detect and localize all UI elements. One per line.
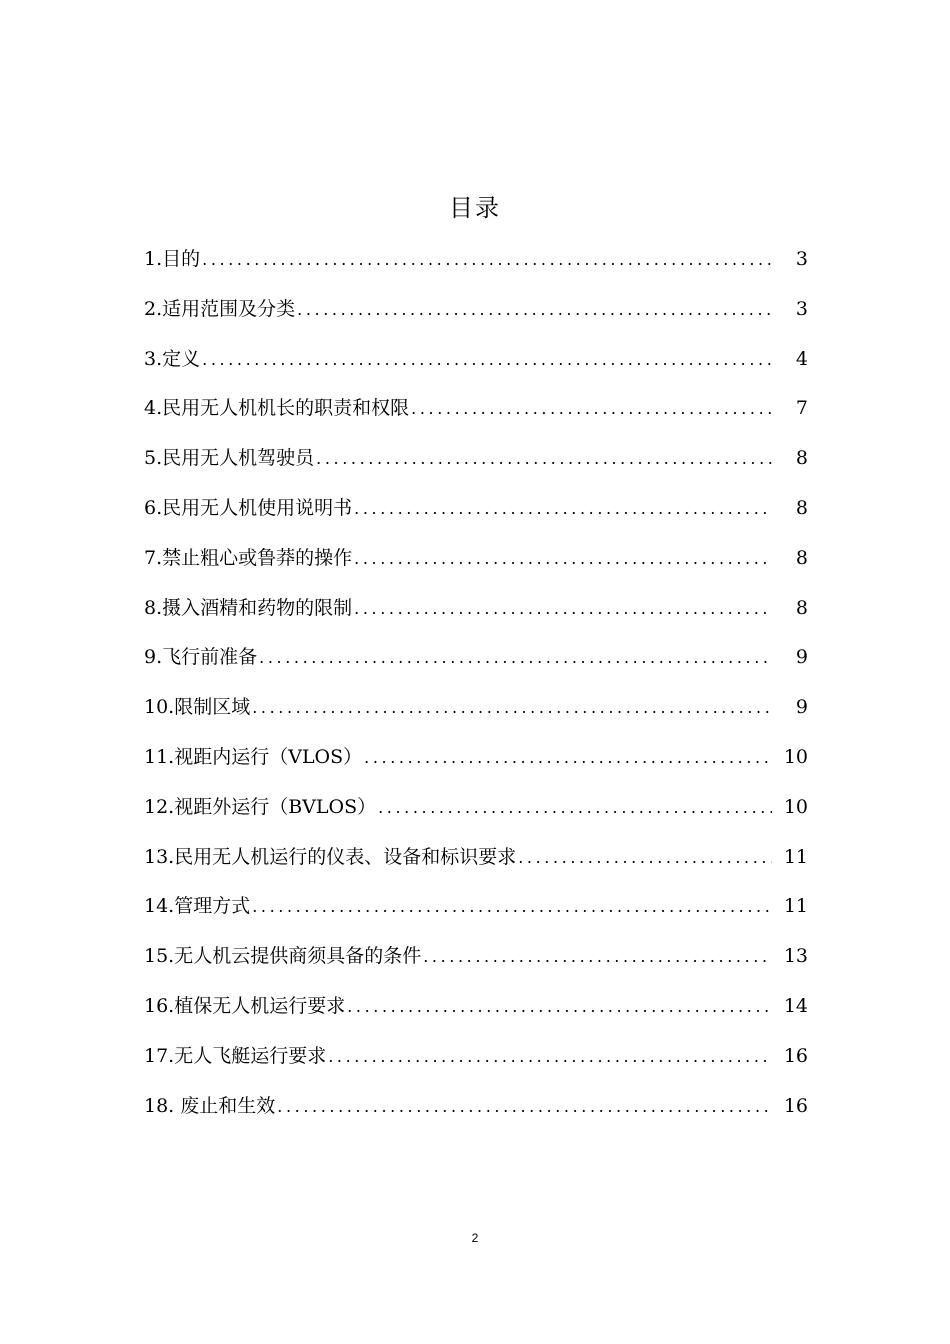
toc-entry-1[interactable] [144,243,808,293]
toc-dot-leader [328,1041,772,1073]
toc-dot-leader [316,443,772,475]
toc-entry-page: 8 [795,496,808,519]
toc-dot-leader [202,344,772,376]
toc-dot-leader [354,593,772,625]
toc-entry-label: 3.定义 [144,347,201,370]
toc-dot-leader [354,543,772,575]
table-of-contents [144,243,808,1139]
toc-entry-page: 11 [783,845,808,868]
toc-entry-page: 8 [795,546,808,569]
toc-entry-page: 7 [795,397,808,420]
toc-entry-16[interactable] [144,990,808,1040]
toc-entry-label: 9.飞行前准备 [144,646,258,669]
toc-entry-label: 18. 废止和生效 [144,1094,276,1117]
toc-entry-label: 10.限制区域 [144,696,251,719]
toc-dot-leader [347,991,772,1023]
toc-entry-page: 9 [795,696,808,719]
toc-entry-page: 10 [783,745,808,768]
toc-entry-label: 5.民用无人机驾驶员 [144,447,315,470]
toc-entry-12[interactable] [144,791,808,841]
toc-entry-label: 6.民用无人机使用说明书 [144,496,353,519]
toc-dot-leader [277,1091,772,1123]
toc-entry-5[interactable] [144,442,808,492]
toc-entry-2[interactable] [144,293,808,343]
toc-dot-leader [252,891,772,923]
toc-dot-leader [354,493,772,525]
toc-entry-8[interactable] [144,592,808,642]
toc-entry-label: 12.视距外运行（BVLOS） [144,795,377,818]
toc-entry-3[interactable] [144,343,808,393]
footer-page-number: 2 [471,1231,479,1245]
toc-entry-label: 2.适用范围及分类 [144,297,296,320]
toc-entry-label: 15.无人机云提供商须具备的条件 [144,945,422,968]
toc-entry-label: 1.目的 [144,248,201,270]
toc-entry-label: 4.民用无人机机长的职责和权限 [144,397,410,420]
toc-dot-leader [378,792,772,824]
toc-dot-leader [202,244,772,276]
toc-entry-label: 7.禁止粗心或鲁莽的操作 [144,546,353,569]
toc-entry-page: 9 [795,646,808,669]
toc-entry-18[interactable] [144,1090,808,1140]
toc-entry-17[interactable] [144,1040,808,1090]
toc-entry-10[interactable] [144,691,808,741]
toc-entry-label: 17.无人飞艇运行要求 [144,1044,327,1067]
toc-dot-leader [364,742,772,774]
toc-dot-leader [518,842,772,874]
toc-entry-label: 13.民用无人机运行的仪表、设备和标识要求 [144,845,517,868]
toc-entry-4[interactable] [144,392,808,442]
toc-entry-7[interactable] [144,542,808,592]
toc-entry-label: 8.摄入酒精和药物的限制 [144,596,353,619]
toc-entry-14[interactable] [144,890,808,940]
toc-dot-leader [423,941,772,973]
toc-entry-page: 13 [783,945,808,968]
toc-entry-11[interactable] [144,741,808,791]
toc-entry-label: 16.植保无人机运行要求 [144,994,346,1017]
toc-dot-leader [297,294,772,326]
toc-entry-page: 16 [783,1044,808,1067]
toc-entry-page: 11 [783,895,808,918]
toc-entry-15[interactable] [144,940,808,990]
toc-dot-leader [252,692,772,724]
toc-entry-6[interactable] [144,492,808,542]
toc-entry-page: 10 [783,795,808,818]
toc-entry-page: 16 [783,1094,808,1117]
toc-entry-page: 8 [795,596,808,619]
toc-entry-label: 11.视距内运行（VLOS） [144,745,363,768]
toc-entry-page: 3 [795,248,808,270]
toc-entry-page: 14 [783,994,808,1017]
toc-entry-13[interactable] [144,841,808,891]
toc-entry-page: 8 [795,447,808,470]
toc-entry-9[interactable] [144,641,808,691]
toc-entry-label: 14.管理方式 [144,895,251,918]
toc-dot-leader [411,393,772,425]
page-title: 目录 [449,194,501,222]
toc-dot-leader [259,642,772,674]
toc-entry-page: 3 [795,297,808,320]
toc-entry-page: 4 [795,347,808,370]
